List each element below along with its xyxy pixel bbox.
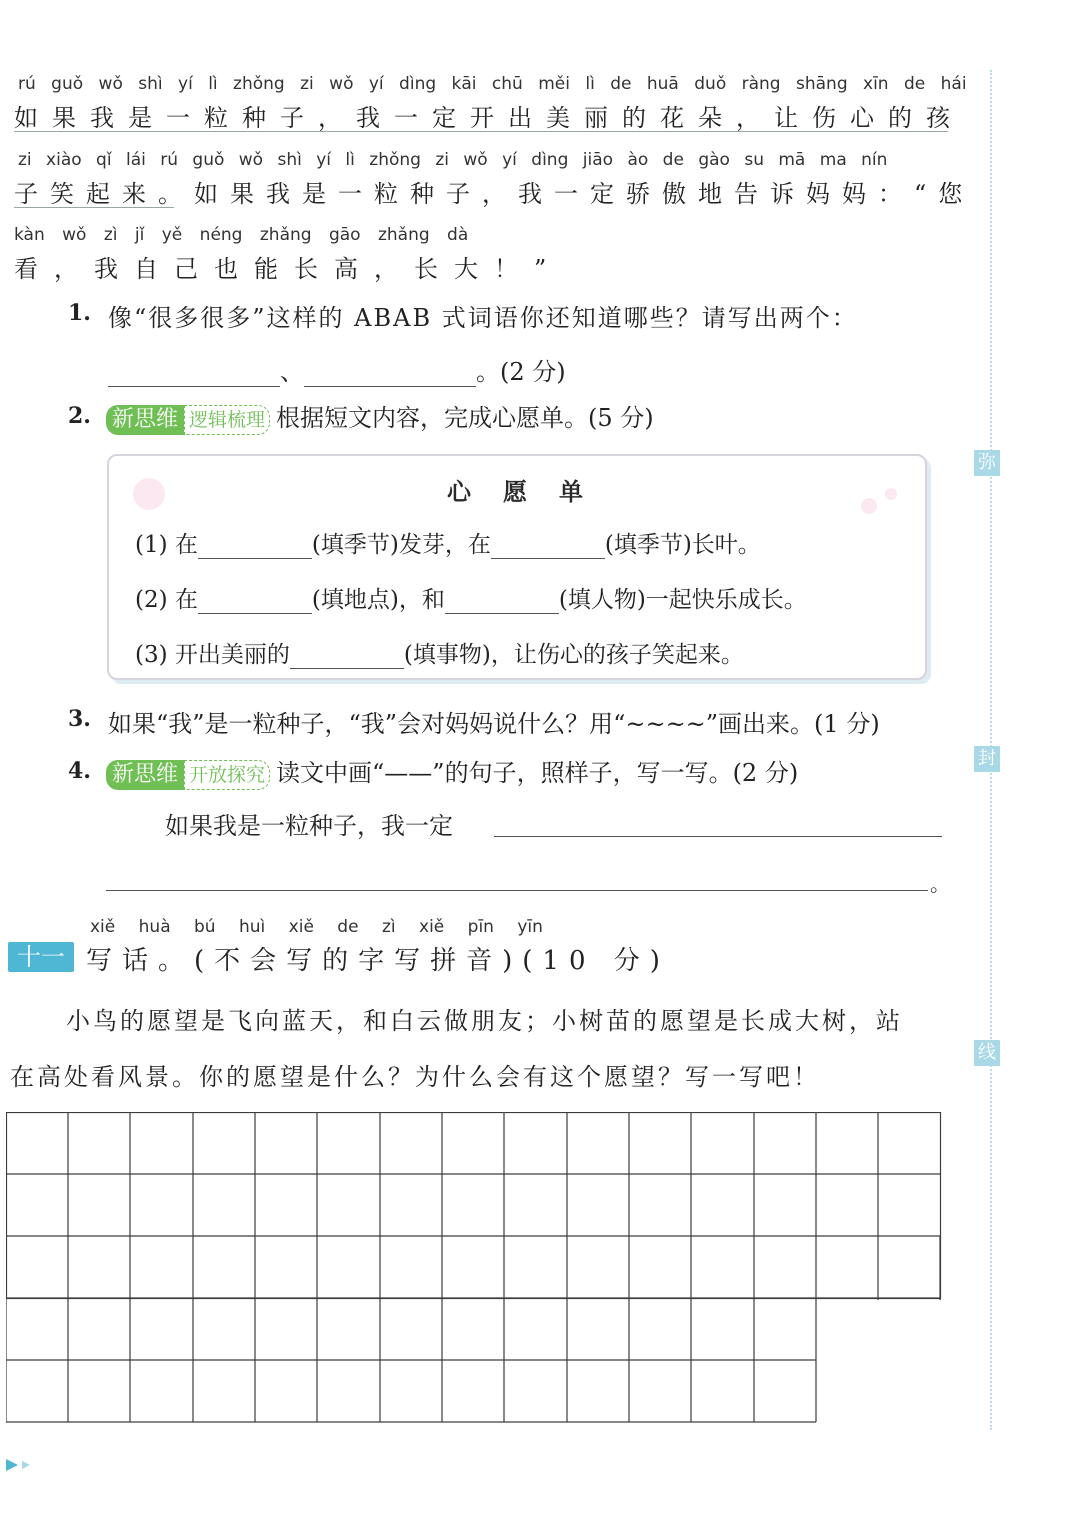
- side-label-feng: 封: [974, 746, 1000, 772]
- section11-prompt-line1: 小鸟的愿望是飞向蓝天，和白云做朋友；小树苗的愿望是长成大树，站: [66, 1007, 903, 1035]
- wish-item-2-a: (2) 在: [135, 587, 198, 613]
- wish-item-1-c: (填季节)长叶。: [604, 532, 761, 558]
- explore-tag: 开放探究: [184, 760, 270, 790]
- passage-line1-text: 如果我是一粒种子，我一定开出美丽的花朵，让伤心的孩: [14, 104, 964, 132]
- section11-prompt-line2: 在高处看风景。你的愿望是什么？为什么会有这个愿望？写一写吧！: [10, 1063, 820, 1091]
- q4-answer-line-2[interactable]: [106, 890, 928, 891]
- new-thinking-tag: 新思维: [106, 405, 184, 435]
- passage-underline-1: [14, 131, 948, 132]
- wish-list-title: 心 愿 单: [447, 477, 587, 506]
- wish-item-2-c: (填人物)一起快乐成长。: [558, 587, 807, 613]
- q3-text: 如果“我”是一粒种子，“我”会对妈妈说什么？用“~~~~”画出来。(1 分): [108, 710, 880, 738]
- new-thinking-tag: 新思维: [106, 760, 184, 790]
- q2-line: [106, 398, 654, 435]
- side-label-xian: 线: [974, 1040, 1000, 1066]
- passage-line2-pinyin: zi xiào qǐ lái rú guǒ wǒ shì yí lì zhǒng zi wǒ yí dìng jiāo ào de gào su mā ma nín: [18, 150, 888, 170]
- q4-line: [106, 753, 798, 790]
- passage-line2-text: 子笑起来。如果我是一粒种子，我一定骄傲地告诉妈妈：“您: [14, 180, 975, 208]
- q1-answer-line: [108, 352, 566, 387]
- passage-line3-pinyin: kàn wǒ zì jǐ yě néng zhǎng gāo zhǎng dà: [14, 225, 469, 245]
- wish-item-3-b: (填事物)，让伤心的孩子笑起来。: [403, 642, 744, 668]
- passage-line1-pinyin: rú guǒ wǒ shì yí lì zhǒng zi wǒ yí dìng kāi chū měi lì de huā duǒ ràng shāng xīn de hái: [18, 74, 967, 94]
- page-arrow-icon: [6, 1458, 46, 1472]
- q3-number: 3.: [68, 706, 91, 732]
- q1-blank-2[interactable]: [304, 364, 476, 387]
- q4-end-period: 。: [930, 872, 950, 896]
- writing-grid[interactable]: [6, 1112, 944, 1428]
- q1-blank-1[interactable]: [108, 364, 280, 387]
- thing-blank[interactable]: [290, 646, 404, 669]
- wish-item-3-a: (3) 开出美丽的: [135, 642, 290, 668]
- section11-pinyin: xiě huà bú huì xiě de zì xiě pīn yīn: [90, 917, 543, 937]
- person-blank[interactable]: [445, 591, 559, 614]
- q4-text: 读文中画“——”的句子，照样子，写一写。(2 分): [276, 759, 799, 787]
- wish-item-1: [135, 526, 761, 559]
- q1-separator: 、: [280, 358, 304, 386]
- logic-tag: 逻辑梳理: [184, 405, 270, 435]
- q1-score: 。(2 分): [476, 358, 566, 386]
- passage-underline-2: [14, 207, 174, 208]
- q2-number: 2.: [68, 403, 91, 429]
- wish-item-1-a: (1) 在: [135, 532, 198, 558]
- q4-answer-line-1[interactable]: [494, 836, 942, 837]
- wish-item-1-b: (填季节)发芽，在: [311, 532, 491, 558]
- wish-item-2-b: (填地点)，和: [311, 587, 445, 613]
- q1-number: 1.: [68, 300, 91, 326]
- q1-text: 像“很多很多”这样的 ABAB 式词语你还知道哪些？请写出两个：: [108, 304, 858, 332]
- q4-number: 4.: [68, 758, 91, 784]
- passage-line3-text: 看，我自己也能长高，长大！”: [14, 255, 563, 283]
- wish-item-3: [135, 636, 744, 669]
- place-blank[interactable]: [198, 591, 312, 614]
- season-blank-2[interactable]: [491, 536, 605, 559]
- wish-list-box: [107, 454, 927, 680]
- section11-title: 写话。(不会写的字写拼音)(10 分): [86, 946, 670, 976]
- season-blank-1[interactable]: [198, 536, 312, 559]
- side-label-mi: 弥: [974, 450, 1000, 476]
- q4-prompt: 如果我是一粒种子，我一定: [165, 812, 453, 840]
- section11-number: 十一: [8, 942, 74, 972]
- q2-text: 根据短文内容，完成心愿单。(5 分): [276, 404, 654, 432]
- wish-item-2: [135, 581, 807, 614]
